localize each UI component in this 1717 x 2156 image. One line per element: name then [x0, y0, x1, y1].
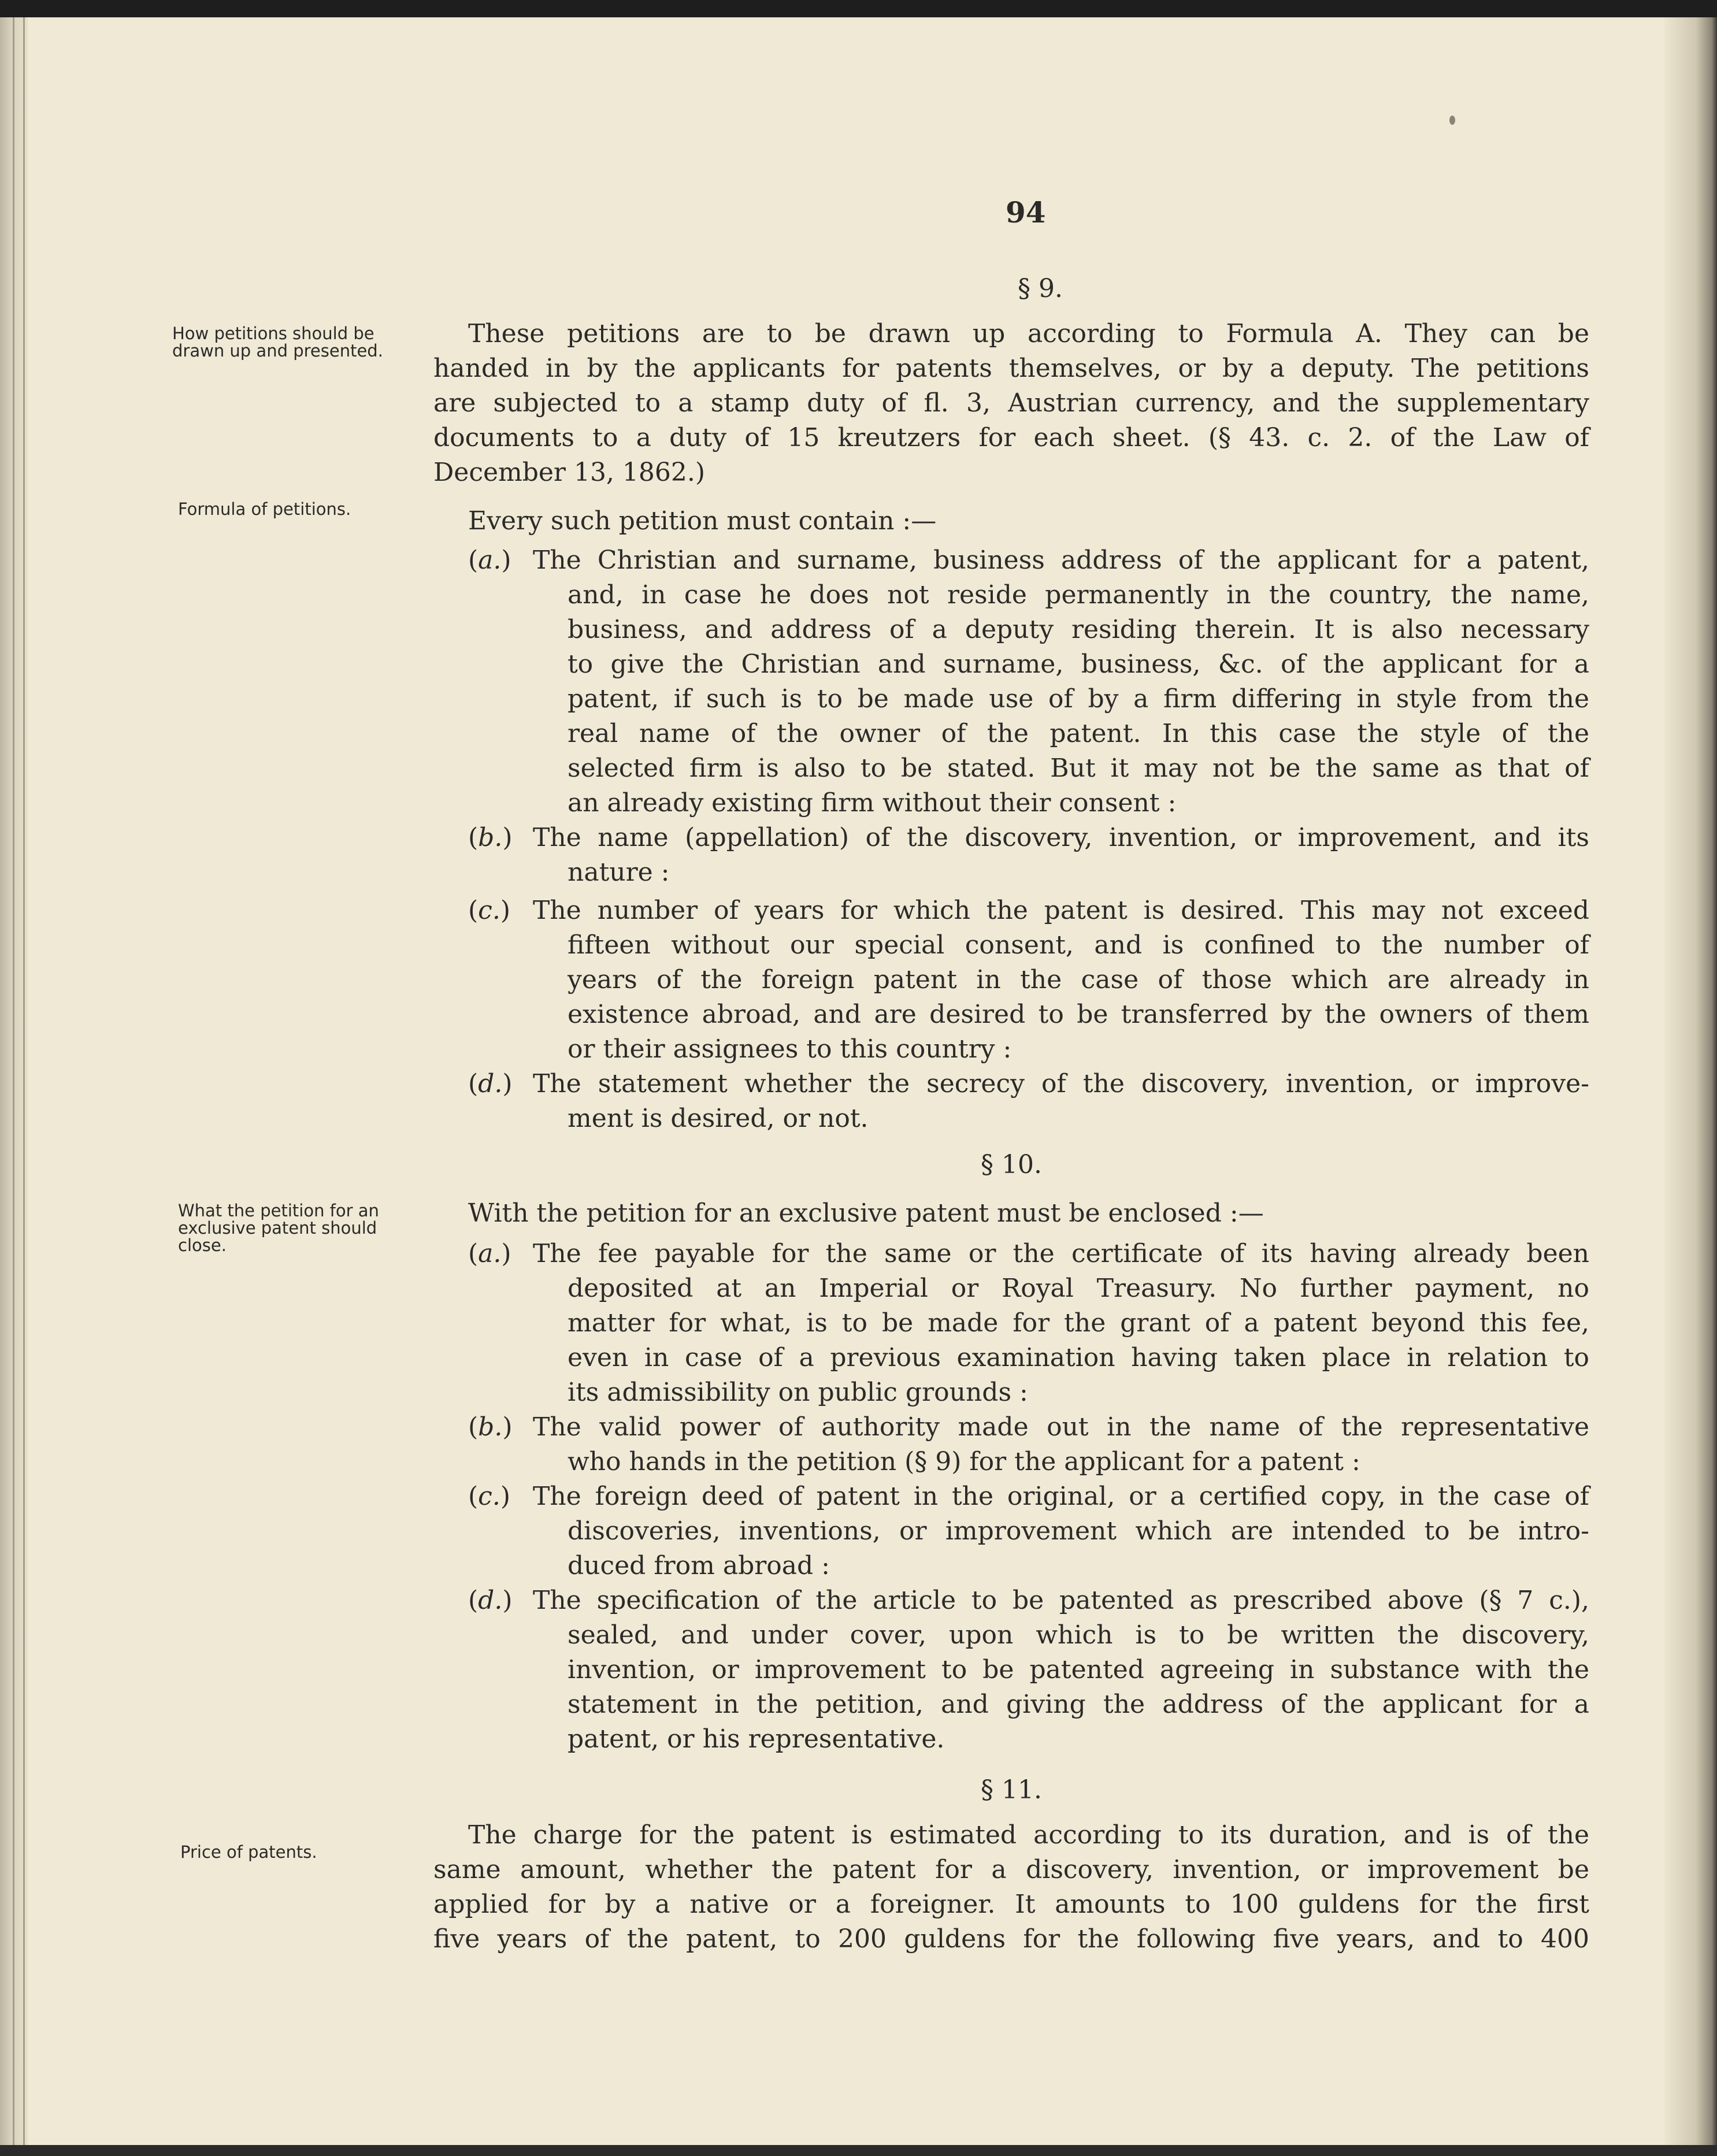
ink-spot [1449, 116, 1455, 125]
item-line: duced from abroad : [568, 1551, 830, 1580]
margin-note-line: close. [178, 1235, 227, 1255]
section-10-item-b [468, 1410, 1589, 1479]
paragraph-line: The charge for the patent is estimated according to its duration, and is of the [468, 1820, 1589, 1850]
item-line: nature : [568, 858, 670, 887]
paragraph-line: five years of the patent, to 200 guldens for the following five years, and to 400 [433, 1924, 1589, 1954]
section-9-paragraph [433, 317, 1589, 490]
item-line: existence abroad, and are desired to be transferred by the owners of them [568, 1000, 1589, 1029]
section-10-intro: With the petition for an exclusive patent must be enclosed :— [468, 1198, 1264, 1228]
scan-top-border [0, 0, 1717, 17]
item-label: (a.) [468, 546, 511, 575]
item-line: discoveries, inventions, or improvement which are intended to be intro- [568, 1516, 1589, 1546]
item-label: (d.) [468, 1069, 513, 1099]
page-left-edge-line [23, 17, 25, 2156]
item-label: (a.) [468, 1239, 511, 1268]
section-heading-9: § 9. [1018, 274, 1063, 303]
item-line: years of the foreign patent in the case of those which are already in [568, 965, 1589, 994]
item-line: patent, or his representative. [568, 1724, 945, 1754]
item-line: deposited at an Imperial or Royal Treasury. No further payment, no [568, 1274, 1589, 1303]
page-right-edge [1664, 17, 1717, 2156]
item-line: matter for what, is to be made for the grant of a patent beyond this fee, [568, 1308, 1589, 1338]
margin-note-price [180, 1843, 317, 1861]
item-line: sealed, and under cover, upon which is to be written the discovery, [568, 1620, 1589, 1650]
margin-note-line: exclusive patent should [178, 1218, 377, 1238]
item-line: The name (appellation) of the discovery, invention, or improvement, and its [533, 823, 1589, 852]
scan-bottom-border [0, 2145, 1717, 2156]
paragraph-line: These petitions are to be drawn up according to Formula A. They can be [468, 319, 1589, 348]
paragraph-line: handed in by the applicants for patents themselves, or by a deputy. The petitions [433, 354, 1589, 383]
margin-note-line: Formula of petitions. [178, 499, 351, 519]
section-9-item-d [468, 1067, 1589, 1136]
item-line: The statement whether the secrecy of the discovery, invention, or improve- [533, 1069, 1589, 1099]
margin-note-formula [178, 500, 351, 518]
item-line: The specification of the article to be patented as prescribed above (§ 7 c.), [533, 1586, 1589, 1615]
item-line: invention, or improvement to be patented agreeing in substance with the [568, 1655, 1589, 1684]
margin-note-line: drawn up and presented. [172, 341, 383, 361]
item-line: selected firm is also to be stated. But it may not be the same as that of [568, 754, 1589, 783]
section-10-item-a [468, 1237, 1589, 1410]
section-9-item-c [468, 893, 1589, 1067]
item-line: patent, if such is to be made use of by a firm differing in style from the [568, 684, 1589, 714]
item-line: an already existing firm without their consent : [568, 788, 1177, 818]
item-label: (d.) [468, 1586, 513, 1615]
paragraph-line: documents to a duty of 15 kreutzers for each sheet. (§ 43. c. 2. of the Law of [433, 423, 1589, 452]
page-left-edge-line [13, 17, 14, 2156]
item-line: who hands in the petition (§ 9) for the applicant for a patent : [568, 1447, 1360, 1476]
paragraph-line: applied for by a native or a foreigner. It amounts to 100 guldens for the first [433, 1890, 1589, 1919]
section-10-item-c [468, 1479, 1589, 1583]
item-line: business, and address of a deputy residing therein. It is also necessary [568, 615, 1589, 644]
section-9-intro: Every such petition must contain :— [468, 506, 937, 536]
paragraph-line: December 13, 1862.) [433, 458, 706, 487]
section-heading-10: § 10. [981, 1150, 1042, 1179]
margin-note-line: What the petition for an [178, 1201, 379, 1220]
item-line: The Christian and surname, business address of the applicant for a patent, [533, 546, 1589, 575]
item-line: real name of the owner of the patent. In this case the style of the [568, 719, 1589, 748]
item-line: and, in case he does not reside permanently in the country, the name, [568, 580, 1589, 610]
section-9-item-a [468, 543, 1589, 821]
section-heading-11: § 11. [981, 1775, 1042, 1805]
section-10-item-d [468, 1583, 1589, 1757]
margin-note-line: How petitions should be [172, 324, 374, 343]
paragraph-line: same amount, whether the patent for a discovery, invention, or improvement be [433, 1855, 1589, 1884]
item-line: statement in the petition, and giving the address of the applicant for a [568, 1690, 1589, 1719]
item-line: The number of years for which the patent is desired. This may not exceed [533, 896, 1589, 925]
item-label: (c.) [468, 896, 510, 925]
item-line: ment is desired, or not. [568, 1104, 869, 1133]
page-number: 94 [1006, 195, 1046, 229]
item-line: fifteen without our special consent, and is confined to the number of [568, 930, 1589, 960]
item-line: its admissibility on public grounds : [568, 1378, 1028, 1407]
item-line: or their assignees to this country : [568, 1034, 1012, 1064]
margin-note-line: Price of patents. [180, 1842, 317, 1862]
item-line: The foreign deed of patent in the original, or a certified copy, in the case of [533, 1482, 1589, 1511]
item-line: even in case of a previous examination having taken place in relation to [568, 1343, 1589, 1372]
margin-note-what-petition [178, 1202, 379, 1254]
section-9-item-b [468, 821, 1589, 890]
item-label: (b.) [468, 1412, 513, 1442]
item-line: The valid power of authority made out in the name of the representative [533, 1412, 1589, 1442]
section-11-paragraph [433, 1818, 1589, 1957]
paragraph-line: are subjected to a stamp duty of fl. 3, Austrian currency, and the supplementary [433, 388, 1589, 418]
item-label: (b.) [468, 823, 513, 852]
margin-note-how-petitions [172, 325, 383, 359]
item-line: The fee payable for the same or the certificate of its having already been [533, 1239, 1589, 1268]
item-line: to give the Christian and surname, business, &c. of the applicant for a [568, 650, 1589, 679]
item-label: (c.) [468, 1482, 510, 1511]
